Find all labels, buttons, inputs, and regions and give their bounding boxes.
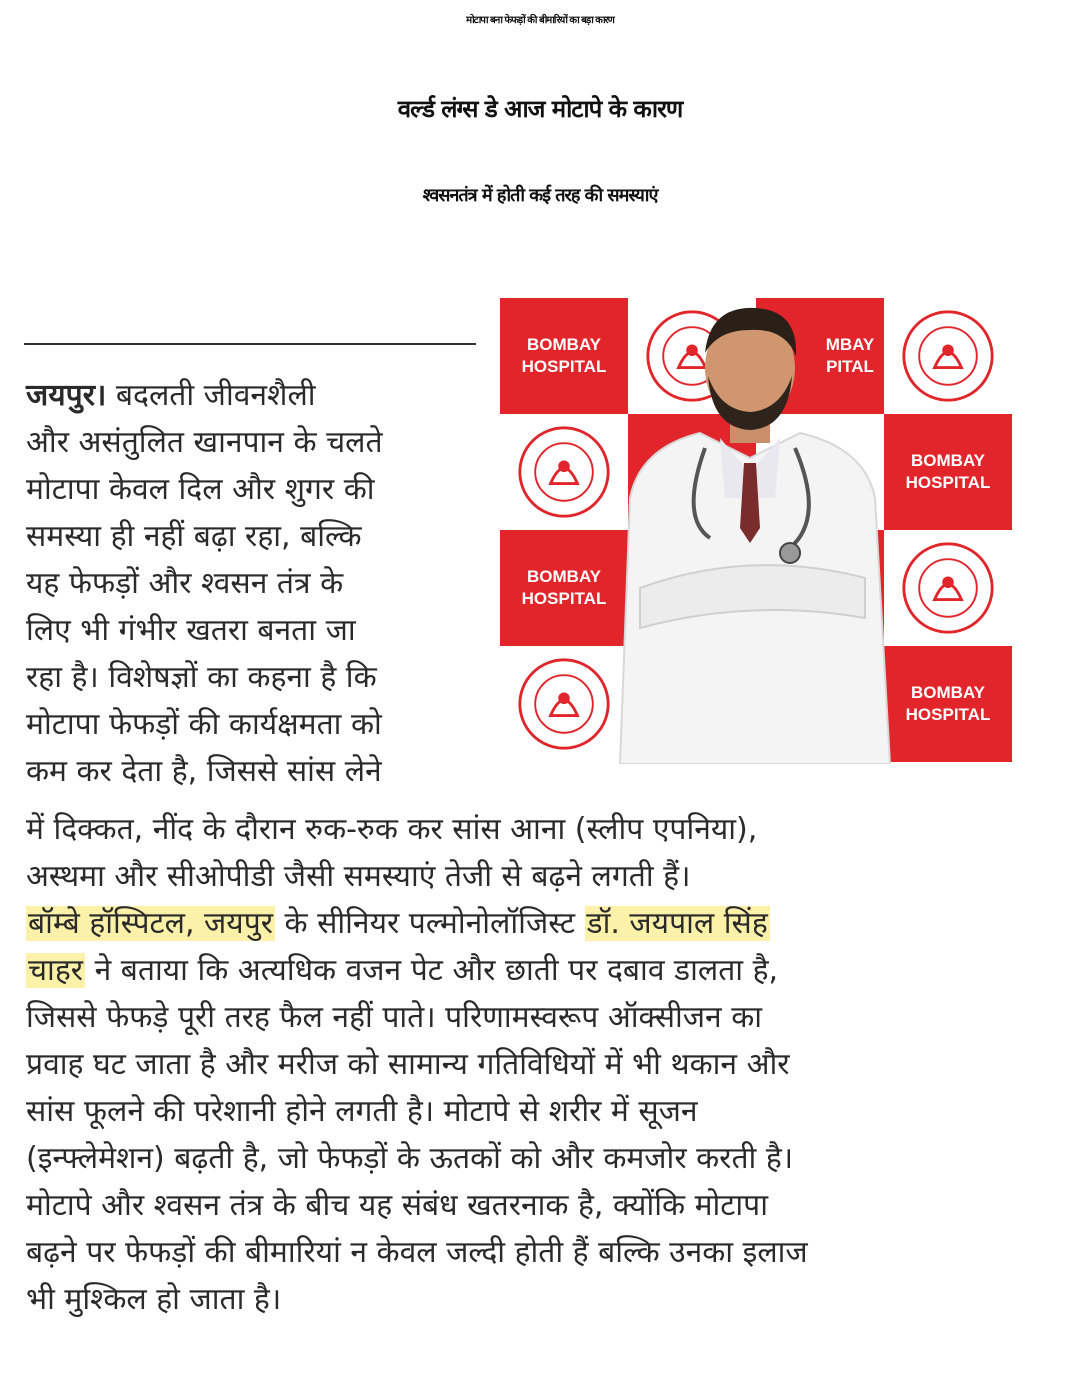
logo-text: HOSPITAL — [521, 589, 607, 608]
logo-text: PITAL — [826, 357, 874, 376]
body-line: मोटापे और श्वसन तंत्र के बीच यह संबंध खतरनाक है, क्योंकि मोटापा — [26, 1188, 768, 1223]
backdrop-seal-tile — [884, 298, 1012, 414]
dateline: जयपुर। — [26, 378, 107, 413]
body-line: कम कर देता है, जिससे सांस लेने — [26, 754, 382, 789]
body-line: लिए भी गंभीर खतरा बनता जा — [26, 613, 356, 648]
body-line: में दिक्कत, नींद के दौरान रुक-रुक कर सांस आना (स्लीप एपनिया), — [26, 812, 758, 847]
logo-text: HOSPITAL — [521, 357, 607, 376]
body-line: अस्थमा और सीओपीडी जैसी समस्याएं तेजी से बढ़ने लगती हैं। — [26, 859, 691, 894]
body-line: सांस फूलने की परेशानी होने लगती है। मोटापे से शरीर में सूजन — [26, 1094, 698, 1129]
highlighted-doctor-name: डॉ. जयपाल सिंह — [586, 906, 768, 941]
headline-line-2: वर्ल्ड लंग्स डे आज मोटापे के कारण — [397, 95, 683, 123]
column-divider — [24, 343, 476, 345]
logo-text: HOSPITAL — [905, 705, 991, 724]
body-line — [26, 947, 808, 994]
body-line: रहा है। विशेषज्ञों का कहना है कि — [26, 660, 377, 695]
body-line: (इन्फ्लेमेशन) बढ़ती है, जो फेफड़ों के ऊतकों को और कमजोर करती है। — [26, 1141, 794, 1176]
article-body — [26, 806, 808, 1323]
backdrop-seal-tile — [884, 530, 1012, 646]
hospital-seal-icon — [516, 656, 612, 752]
body-line: बढ़ने पर फेफड़ों की बीमारियां न केवल जल्दी होती हैं बल्कि उनका इलाज — [26, 1235, 808, 1270]
body-line: यह फेफड़ों और श्वसन तंत्र के — [26, 566, 344, 601]
body-line: भी मुश्किल हो जाता है। — [26, 1282, 282, 1317]
body-line: प्रवाह घट जाता है और मरीज को सामान्य गतिविधियों में भी थकान और — [26, 1047, 790, 1082]
body-line: जिससे फेफड़े पूरी तरह फैल नहीं पाते। परिणामस्वरूप ऑक्सीजन का — [26, 1000, 763, 1035]
hospital-seal-icon — [516, 424, 612, 520]
hospital-seal-icon — [900, 308, 996, 404]
logo-text: BOMBAY — [911, 683, 985, 702]
logo-text: BOMBAY — [527, 567, 601, 586]
hospital-seal-icon — [900, 540, 996, 636]
backdrop-logo-tile — [884, 414, 1012, 530]
highlighted-doctor-name: चाहर — [28, 953, 84, 988]
backdrop-logo-tile — [884, 646, 1012, 762]
article-column — [26, 372, 383, 795]
body-line: मोटापा केवल दिल और शुगर की — [26, 472, 375, 507]
headline-line-1: मोटापा बना फेफड़ों की बीमारियों का बड़ा कारण — [466, 15, 614, 26]
body-line — [26, 372, 383, 419]
logo-text: HOSPITAL — [905, 473, 991, 492]
highlighted-hospital-name: बॉम्बे हॉस्पिटल, जयपुर — [28, 906, 273, 941]
doctor-figure — [600, 298, 900, 764]
headline-line-3: श्वसनतंत्र में होती कई तरह की समस्याएं — [422, 185, 658, 206]
logo-text: BOMBAY — [527, 335, 601, 354]
body-line — [26, 900, 808, 947]
body-line: और असंतुलित खानपान के चलते — [26, 425, 383, 460]
body-text: के सीनियर पल्मोनोलॉजिस्ट — [275, 906, 585, 941]
body-text: ने बताया कि अत्यधिक वजन पेट और छाती पर दबाव डालता है, — [85, 953, 779, 988]
body-line: मोटापा फेफड़ों की कार्यक्षमता को — [26, 707, 382, 742]
body-text: बदलती जीवनशैली — [106, 378, 316, 413]
logo-text: BOMBAY — [911, 451, 985, 470]
body-line: समस्या ही नहीं बढ़ा रहा, बल्कि — [26, 519, 362, 554]
logo-text: MBAY — [825, 335, 875, 354]
